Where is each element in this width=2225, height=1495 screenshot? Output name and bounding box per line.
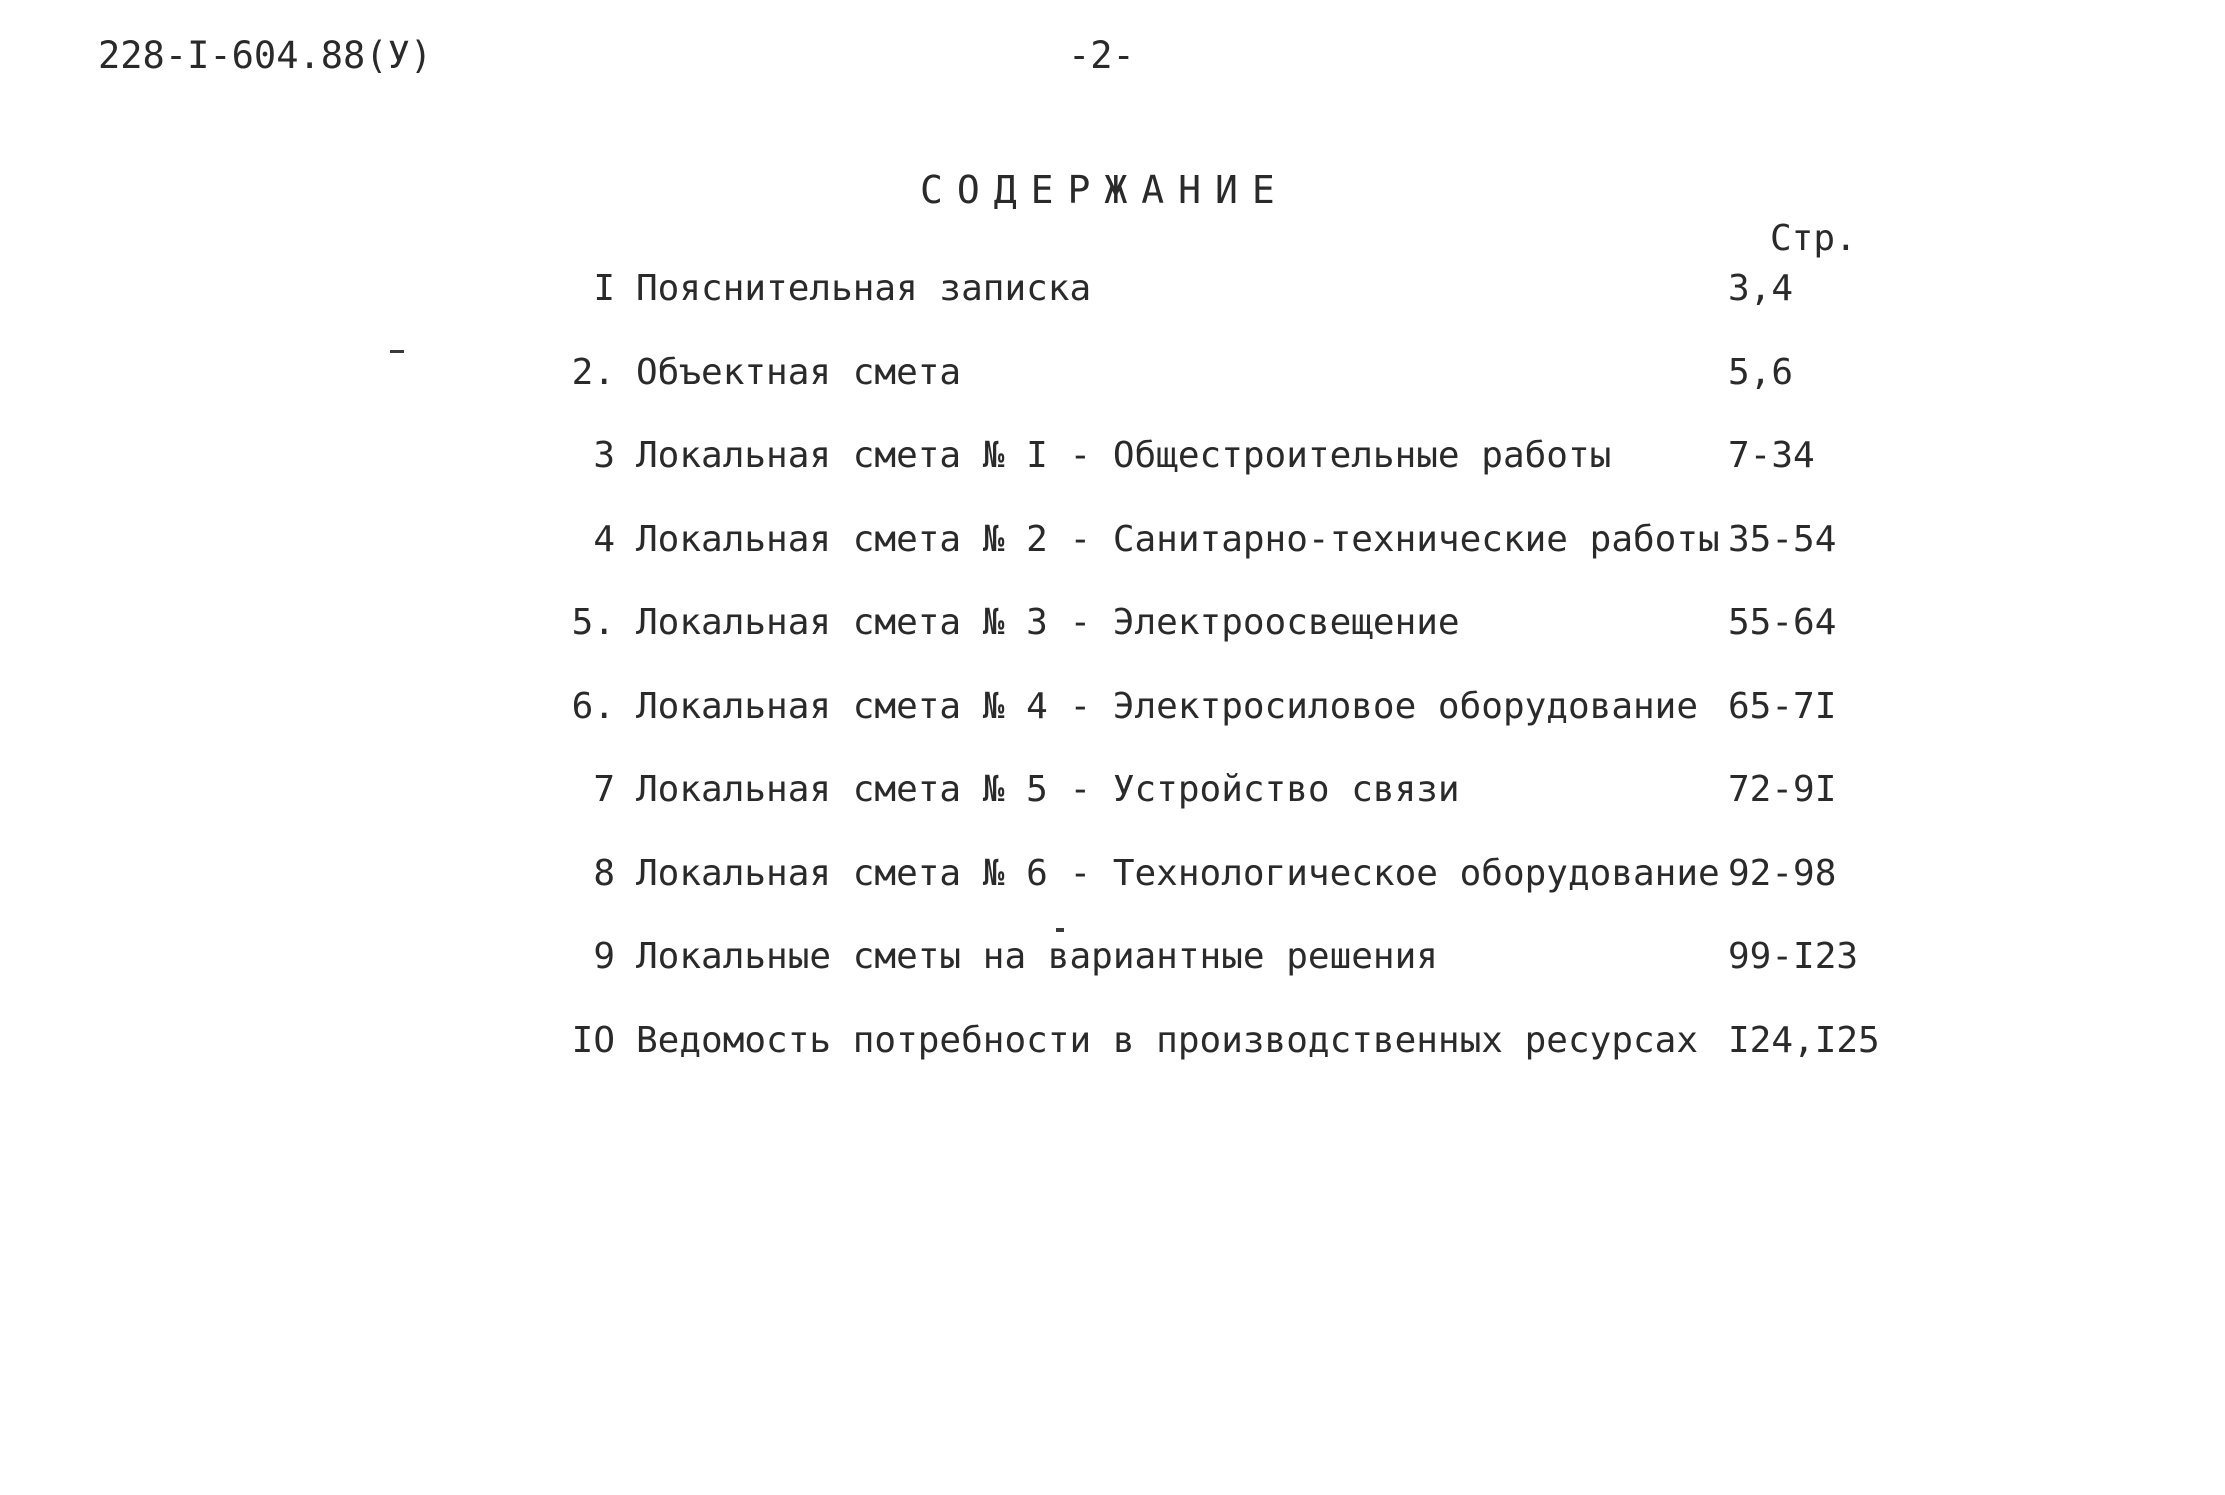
toc-item-number: 5.	[571, 602, 615, 643]
toc-item-number: 6.	[571, 685, 615, 727]
pages-column-header: Стр.	[1770, 218, 1857, 259]
toc-item-pages: 3,4	[1728, 268, 1794, 309]
toc-item-number: 2.	[571, 351, 615, 393]
toc-item	[0, 519, 2225, 603]
toc-item	[0, 602, 2225, 686]
toc-item-title: Объектная смета	[636, 351, 962, 393]
toc-item-pages: 92-98	[1728, 852, 1837, 894]
toc-item-title: Локальная смета № 5 - Устройство связи	[636, 769, 1460, 810]
page-number: -2-	[1068, 34, 1135, 77]
toc-item-pages: 55-64	[1728, 602, 1837, 643]
toc-item-title: Локальная смета № 2 - Санитарно-технические работы	[636, 518, 1720, 560]
toc-item-pages: 99-I23	[1728, 936, 1859, 977]
toc-item-number: 7	[593, 769, 615, 810]
toc-item	[0, 936, 2225, 1020]
toc-item-title: Локальная смета № 6 - Технологическое оборудование	[636, 852, 1720, 894]
toc-item	[0, 352, 2225, 436]
toc-item	[0, 268, 2225, 352]
toc-item-title: Ведомость потребности в производственных ресурсах	[636, 1019, 1699, 1061]
toc-item-number: I	[593, 268, 615, 309]
toc-item-pages: 72-9I	[1728, 769, 1837, 810]
toc-item-title: Локальная смета № 4 - Электросиловое оборудование	[636, 685, 1699, 727]
scan-speck	[390, 350, 404, 353]
toc-item-title: Локальная смета № 3 - Электроосвещение	[636, 602, 1460, 643]
document-code: 228-I-604.88(У)	[98, 34, 433, 77]
toc-item	[0, 853, 2225, 937]
toc-item-title: Локальные сметы на вариантные решения	[636, 936, 1438, 977]
toc-item-number: 9	[593, 936, 615, 977]
toc-item	[0, 769, 2225, 853]
toc-item-pages: 35-54	[1728, 518, 1837, 560]
toc-item	[0, 435, 2225, 519]
contents-heading: СОДЕРЖАНИЕ	[920, 168, 1289, 212]
scan-speck	[1056, 928, 1064, 932]
table-of-contents	[0, 268, 2225, 1103]
toc-item-number: 8	[593, 852, 615, 894]
toc-item	[0, 1020, 2225, 1104]
toc-item-pages: 5,6	[1728, 351, 1794, 393]
toc-item-title: Пояснительная записка	[636, 268, 1092, 309]
toc-item-title: Локальная смета № I - Общестроительные работы	[636, 435, 1612, 476]
toc-item-number: 4	[593, 518, 615, 560]
toc-item-number: IO	[571, 1019, 615, 1061]
toc-item-pages: 65-7I	[1728, 685, 1837, 727]
toc-item-number: 3	[593, 435, 615, 476]
toc-item-pages: 7-34	[1728, 435, 1815, 476]
toc-item	[0, 686, 2225, 770]
toc-item-pages: I24,I25	[1728, 1019, 1880, 1061]
